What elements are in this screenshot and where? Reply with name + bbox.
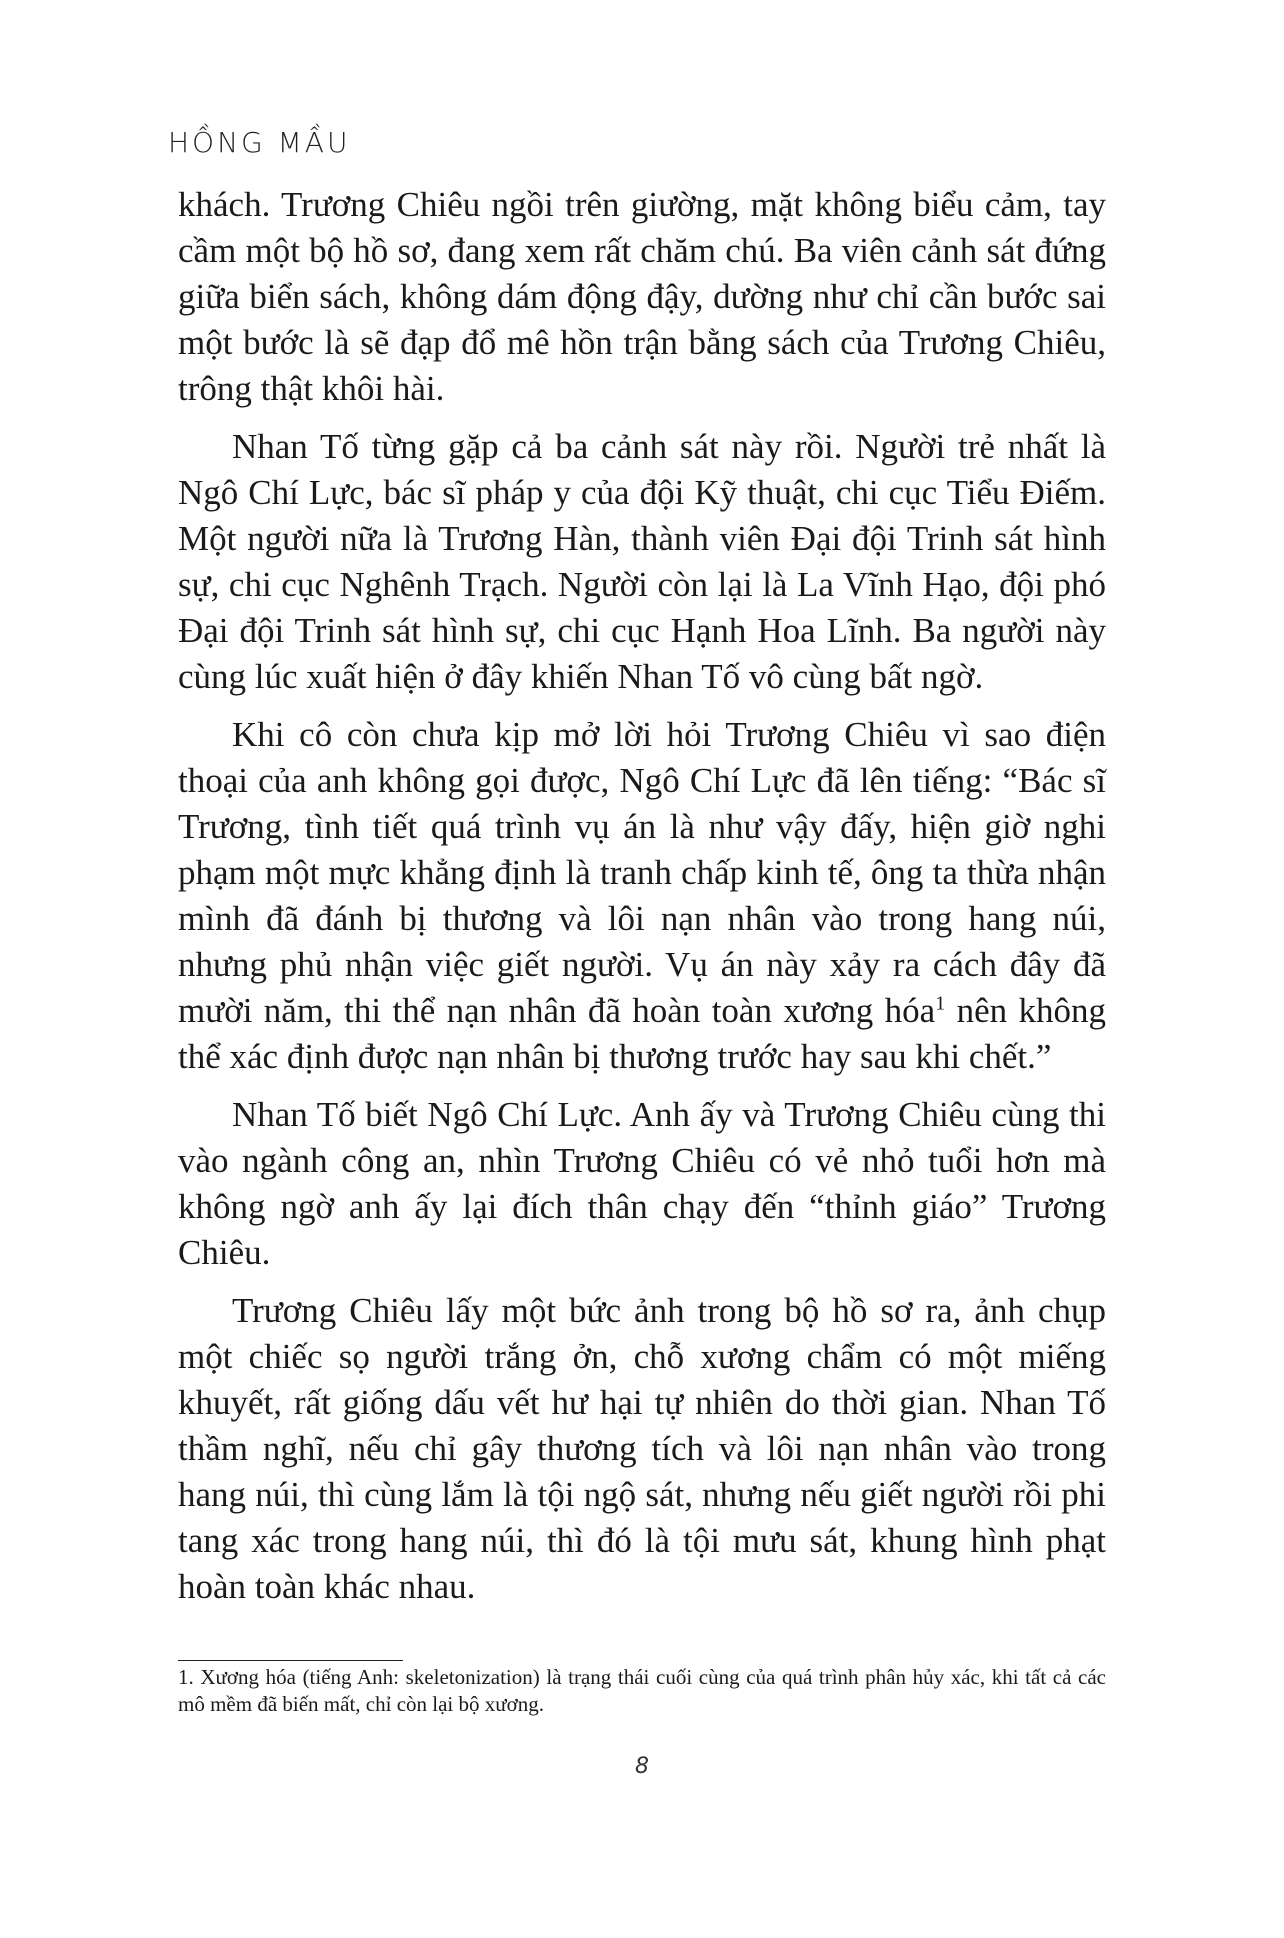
body-text — [178, 182, 1106, 1622]
paragraph-3 — [178, 712, 1106, 1080]
paragraph-3-text-after: nên không thể xác định được nạn nhân bị thương trước hay sau khi chết.” — [178, 991, 1106, 1076]
footnote: 1. Xương hóa (tiếng Anh: skeletonization) là trạng thái cuối cùng của quá trình phân hủy xác, khi tất cả các mô mềm đã biến mất, chỉ còn lại bộ xương. — [178, 1665, 1106, 1716]
paragraph-2: Nhan Tố từng gặp cả ba cảnh sát này rồi. Người trẻ nhất là Ngô Chí Lực, bác sĩ pháp y của đội Kỹ thuật, chi cục Tiểu Điếm. Một người nữa là Trương Hàn, thành viên Đại đội Trinh sát hình sự, chi cục Nghênh Trạch. Người còn lại là La Vĩnh Hạo, đội phó Đại đội Trinh sát hình sự, chi cục Hạnh Hoa Lĩnh. Ba người này cùng lúc xuất hiện ở đây khiến Nhan Tố vô cùng bất ngờ. — [178, 427, 1106, 696]
footnote-marker[interactable]: 1 — [935, 992, 946, 1015]
paragraph-1: khách. Trương Chiêu ngồi trên giường, mặt không biểu cảm, tay cầm một bộ hồ sơ, đang xem rất chăm chú. Ba viên cảnh sát đứng giữa biển sách, không dám động đậy, dường như chỉ cần bước sai một bước là sẽ đạp đổ mê hồn trận bằng sách của Trương Chiêu, trông thật khôi hài. — [178, 185, 1106, 408]
running-header: HỒNG MẦU — [168, 126, 351, 159]
paragraph-4: Nhan Tố biết Ngô Chí Lực. Anh ấy và Trương Chiêu cùng thi vào ngành công an, nhìn Trương Chiêu có vẻ nhỏ tuổi hơn mà không ngờ anh ấy lại đích thân chạy đến “thỉnh giáo” Trương Chiêu. — [178, 1095, 1106, 1272]
footnote-divider — [178, 1660, 403, 1661]
paragraph-5: Trương Chiêu lấy một bức ảnh trong bộ hồ sơ ra, ảnh chụp một chiếc sọ người trắng ởn, chỗ xương chẩm có một miếng khuyết, rất giống dấu vết hư hại tự nhiên do thời gian. Nhan Tố thầm nghĩ, nếu chỉ gây thương tích và lôi nạn nhân vào trong hang núi, thì cùng lắm là tội ngộ sát, nhưng nếu giết người rồi phi tang xác trong hang núi, thì đó là tội mưu sát, khung hình phạt hoàn toàn khác nhau. — [178, 1291, 1106, 1606]
page-number: 8 — [635, 1754, 649, 1779]
paragraph-3-text-before: Khi cô còn chưa kịp mở lời hỏi Trương Chiêu vì sao điện thoại của anh không gọi được, Ngô Chí Lực đã lên tiếng: “Bác sĩ Trương, tình tiết quá trình vụ án là như vậy đấy, hiện giờ nghi phạm một mực khẳng định là tranh chấp kinh tế, ông ta thừa nhận mình đã đánh bị thương và lôi nạn nhân vào trong hang núi, nhưng phủ nhận việc giết người. Vụ án này xảy ra cách đây đã mười năm, thi thể nạn nhân đã hoàn toàn xương hóa — [178, 715, 1106, 1030]
